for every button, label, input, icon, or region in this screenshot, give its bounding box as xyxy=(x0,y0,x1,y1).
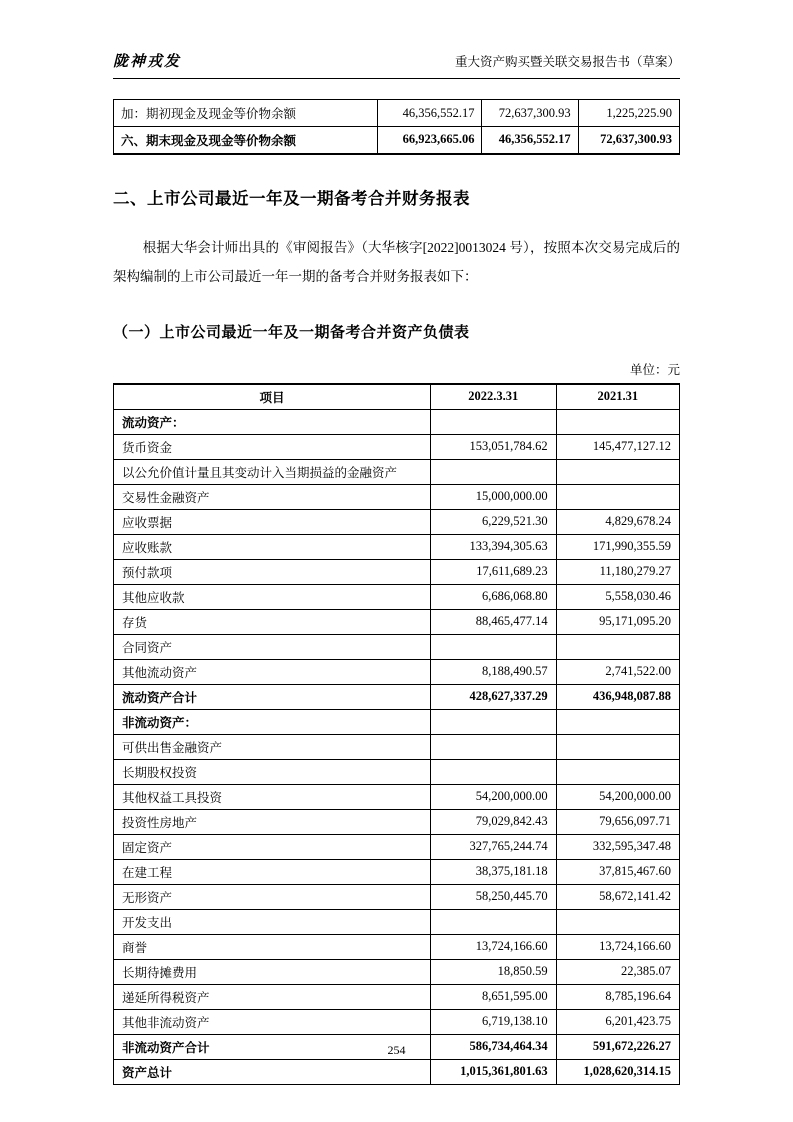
row-label: 以公允价值计量且其变动计入当期损益的金融资产 xyxy=(114,459,431,484)
row-label: 其他非流动资产 xyxy=(114,1009,431,1034)
row-value: 79,656,097.71 xyxy=(556,809,679,834)
row-value xyxy=(556,459,679,484)
table-row xyxy=(114,909,680,934)
table-row xyxy=(114,934,680,959)
row-value: 46,356,552.17 xyxy=(378,100,482,127)
row-label: 非流动资产： xyxy=(114,709,431,734)
row-value: 171,990,355.59 xyxy=(556,534,679,559)
row-value: 6,686,068.80 xyxy=(430,584,556,609)
row-value xyxy=(430,734,556,759)
row-value: 1,015,361,801.63 xyxy=(430,1059,556,1084)
row-value: 17,611,689.23 xyxy=(430,559,556,584)
table-row xyxy=(114,659,680,684)
column-header: 项目 xyxy=(114,384,431,410)
row-value: 591,672,226.27 xyxy=(556,1034,679,1059)
row-label: 投资性房地产 xyxy=(114,809,431,834)
row-value: 8,785,196.64 xyxy=(556,984,679,1009)
cashflow-table-body xyxy=(114,100,680,154)
row-value: 13,724,166.60 xyxy=(430,934,556,959)
row-label: 递延所得税资产 xyxy=(114,984,431,1009)
row-value: 54,200,000.00 xyxy=(556,784,679,809)
row-value: 327,765,244.74 xyxy=(430,834,556,859)
row-value: 586,734,464.34 xyxy=(430,1034,556,1059)
row-label: 无形资产 xyxy=(114,884,431,909)
row-value: 8,651,595.00 xyxy=(430,984,556,1009)
row-value: 15,000,000.00 xyxy=(430,484,556,509)
balance-sheet-header-row xyxy=(114,384,680,410)
row-value: 38,375,181.18 xyxy=(430,859,556,884)
row-value xyxy=(556,709,679,734)
row-label: 六、期末现金及现金等价物余额 xyxy=(114,127,378,154)
row-value xyxy=(430,409,556,434)
cashflow-continuation-table xyxy=(113,99,680,155)
header-divider xyxy=(113,78,680,79)
row-value xyxy=(430,459,556,484)
row-value: 58,250,445.70 xyxy=(430,884,556,909)
row-label: 在建工程 xyxy=(114,859,431,884)
row-value: 1,028,620,314.15 xyxy=(556,1059,679,1084)
row-label: 货币资金 xyxy=(114,434,431,459)
row-label: 流动资产： xyxy=(114,409,431,434)
table-row xyxy=(114,434,680,459)
row-value: 428,627,337.29 xyxy=(430,684,556,709)
table-row xyxy=(114,409,680,434)
row-value xyxy=(556,634,679,659)
table-row xyxy=(114,734,680,759)
table-row xyxy=(114,559,680,584)
row-label: 长期股权投资 xyxy=(114,759,431,784)
table-row xyxy=(114,759,680,784)
row-value: 2,741,522.00 xyxy=(556,659,679,684)
section-heading: 二、上市公司最近一年及一期备考合并财务报表 xyxy=(113,189,470,208)
row-label: 可供出售金融资产 xyxy=(114,734,431,759)
row-value xyxy=(556,484,679,509)
row-label: 长期待摊费用 xyxy=(114,959,431,984)
row-value: 37,815,467.60 xyxy=(556,859,679,884)
row-value: 95,171,095.20 xyxy=(556,609,679,634)
row-label: 商誉 xyxy=(114,934,431,959)
balance-sheet-table xyxy=(113,383,680,1085)
row-value: 22,385.07 xyxy=(556,959,679,984)
table-row xyxy=(114,484,680,509)
row-value: 66,923,665.06 xyxy=(378,127,482,154)
row-value: 436,948,087.88 xyxy=(556,684,679,709)
table-row xyxy=(114,709,680,734)
row-value: 133,394,305.63 xyxy=(430,534,556,559)
row-label: 资产总计 xyxy=(114,1059,431,1084)
row-label: 其他应收款 xyxy=(114,584,431,609)
row-value: 58,672,141.42 xyxy=(556,884,679,909)
row-value: 72,637,300.93 xyxy=(482,100,578,127)
row-label: 其他权益工具投资 xyxy=(114,784,431,809)
row-value xyxy=(556,734,679,759)
row-label: 预付款项 xyxy=(114,559,431,584)
table-row xyxy=(114,684,680,709)
column-header: 2022.3.31 xyxy=(430,384,556,410)
page-header xyxy=(113,50,680,71)
table-row xyxy=(114,959,680,984)
table-row xyxy=(114,809,680,834)
row-label: 应收账款 xyxy=(114,534,431,559)
sub-heading: （一）上市公司最近一年及一期备考合并资产负债表 xyxy=(113,323,470,341)
row-value: 5,558,030.46 xyxy=(556,584,679,609)
table-row xyxy=(114,127,680,154)
row-value: 18,850.59 xyxy=(430,959,556,984)
table-row xyxy=(114,509,680,534)
table-row xyxy=(114,1059,680,1084)
row-value: 1,225,225.90 xyxy=(578,100,679,127)
body-paragraph: 根据大华会计师出具的《审阅报告》（大华核字[2022]0013024 号），按照本次交易完成后的架构编制的上市公司最近一年一期的备考合并财务报表如下： xyxy=(113,239,680,284)
row-value: 79,029,842.43 xyxy=(430,809,556,834)
table-row xyxy=(114,584,680,609)
row-value: 145,477,127.12 xyxy=(556,434,679,459)
unit-label: 单位：元 xyxy=(629,362,680,377)
column-header: 2021.31 xyxy=(556,384,679,410)
row-label: 流动资产合计 xyxy=(114,684,431,709)
table-row xyxy=(114,634,680,659)
row-value xyxy=(430,909,556,934)
table-row xyxy=(114,784,680,809)
row-value: 6,719,138.10 xyxy=(430,1009,556,1034)
row-value: 11,180,279.27 xyxy=(556,559,679,584)
table-row xyxy=(114,834,680,859)
row-value: 54,200,000.00 xyxy=(430,784,556,809)
company-name: 陇神戎发 xyxy=(113,54,182,70)
table-row xyxy=(114,100,680,127)
row-value xyxy=(556,759,679,784)
row-value xyxy=(430,759,556,784)
row-value xyxy=(430,634,556,659)
row-label: 合同资产 xyxy=(114,634,431,659)
row-label: 开发支出 xyxy=(114,909,431,934)
row-label: 非流动资产合计 xyxy=(114,1034,431,1059)
table-row xyxy=(114,884,680,909)
report-title: 重大资产购买暨关联交易报告书（草案） xyxy=(454,55,680,69)
row-label: 交易性金融资产 xyxy=(114,484,431,509)
row-value: 6,229,521.30 xyxy=(430,509,556,534)
balance-sheet-table-body xyxy=(114,409,680,1084)
row-value: 88,465,477.14 xyxy=(430,609,556,634)
table-row xyxy=(114,609,680,634)
row-label: 其他流动资产 xyxy=(114,659,431,684)
row-value: 8,188,490.57 xyxy=(430,659,556,684)
row-label: 应收票据 xyxy=(114,509,431,534)
table-row xyxy=(114,984,680,1009)
row-label: 加：期初现金及现金等价物余额 xyxy=(114,100,378,127)
row-value: 6,201,423.75 xyxy=(556,1009,679,1034)
row-value xyxy=(556,409,679,434)
row-value: 46,356,552.17 xyxy=(482,127,578,154)
table-row xyxy=(114,1009,680,1034)
row-value: 153,051,784.62 xyxy=(430,434,556,459)
table-row xyxy=(114,459,680,484)
row-value: 332,595,347.48 xyxy=(556,834,679,859)
row-value xyxy=(430,709,556,734)
page-number: 254 xyxy=(387,1043,406,1057)
row-value: 72,637,300.93 xyxy=(578,127,679,154)
table-row xyxy=(114,534,680,559)
row-value: 13,724,166.60 xyxy=(556,934,679,959)
row-value: 4,829,678.24 xyxy=(556,509,679,534)
row-value xyxy=(556,909,679,934)
row-label: 存货 xyxy=(114,609,431,634)
row-label: 固定资产 xyxy=(114,834,431,859)
table-row xyxy=(114,859,680,884)
